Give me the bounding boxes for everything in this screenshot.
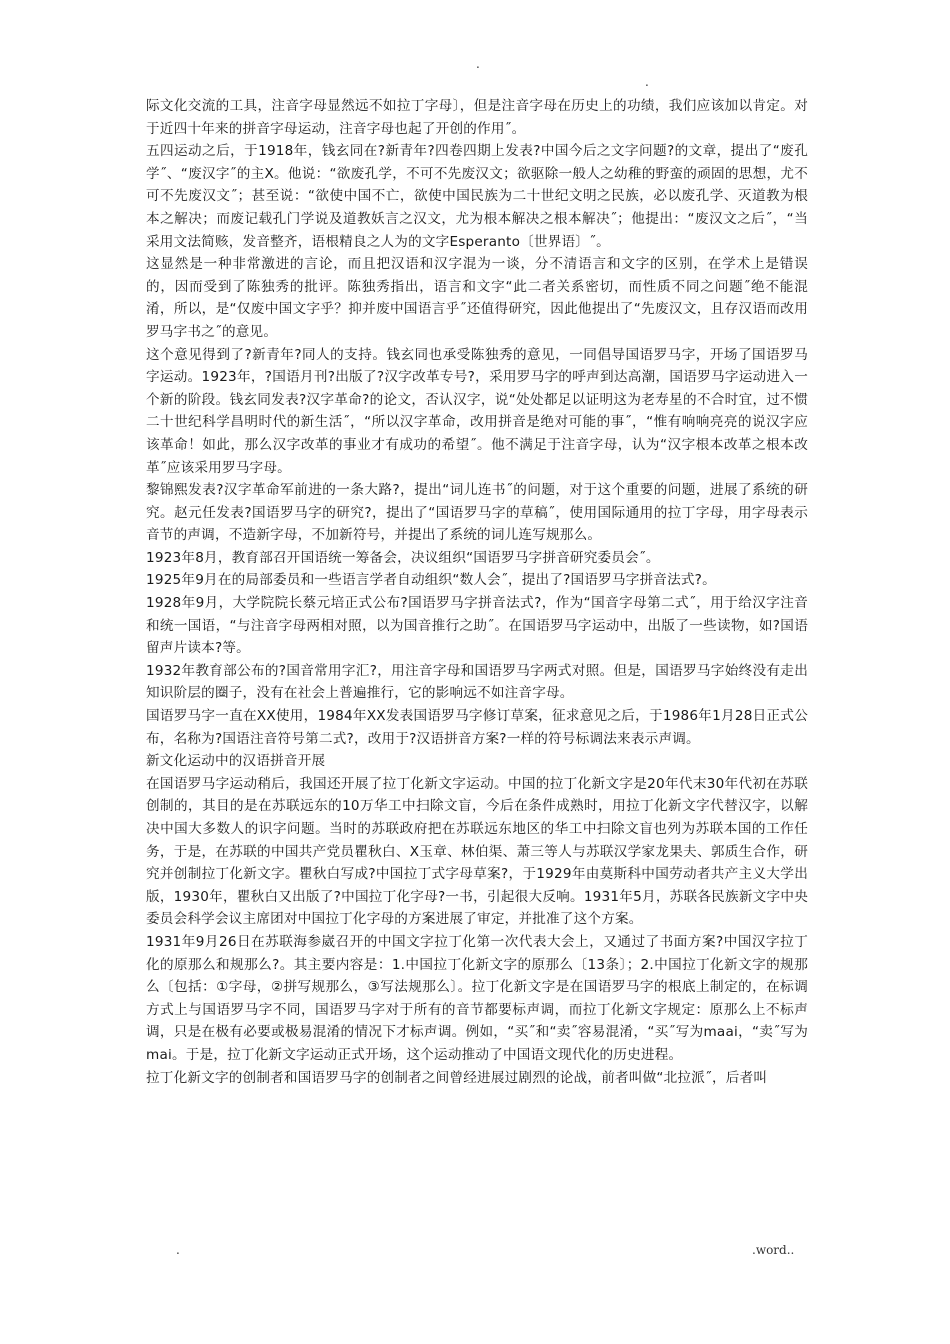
footer-dot: . <box>176 1243 180 1257</box>
paragraph: 1928年9月，大学院院长蔡元培正式公布?国语罗马字拼音法式?，作为“国音字母第二式˝，用于给汉字注音和统一国语，“与注音字母两相对照，以为国音推行之助˝。在国语罗马字运动中，出版了一些读物，如?国语留声片读本?等。 <box>146 595 808 657</box>
header-dot-left: . <box>476 57 480 71</box>
footer-word-mark: .word.. <box>752 1243 795 1257</box>
section-heading: 新文化运动中的汉语拼音开展 <box>146 753 326 770</box>
paragraph: 在国语罗马字运动稍后，我国还开展了拉丁化新文字运动。中国的拉丁化新文字是20年代末30年代初在苏联创制的，其目的是在苏联远东的10万华工中扫除文盲，今后在条件成熟时，用拉丁化新文字代替汉字，以解决中国大多数人的识字问题。当时的苏联政府把在苏联远东地区的华工中扫除文盲也列为苏联本国的工作任务，于是，在苏联的中国共产党员瞿秋白、X玉章、林伯渠、萧三等人与苏联汉学家龙果夫、郭质生合作，研究并创制拉丁化新文字。瞿秋白写成?中国拉丁式字母草案?，于1929年由莫斯科中国劳动者共产主义大学出版，1930年，瞿秋白又出版了?中国拉丁化字母?一书，引起很大反响。1931年5月，苏联各民族新文字中央委员会科学会议主席团对中国拉丁化字母的方案进展了审定，并批准了这个方案。 <box>146 775 808 928</box>
paragraph: 1925年9月在的局部委员和一些语言学者自动组织“数人会˝，提出了?国语罗马字拼音法式?。 <box>146 572 716 589</box>
paragraph: 1932年教育部公布的?国音常用字汇?，用注音字母和国语罗马字两式对照。但是，国语罗马字始终没有走出知识阶层的圈子，没有在社会上普遍推行，它的影响远不如注音字母。 <box>146 662 808 702</box>
header-dot-right: . <box>645 75 649 89</box>
paragraph: 五四运动之后，于1918年，钱玄同在?新青年?四卷四期上发表?中国今后之文字问题?的文章，提出了“废孔学˝、“废汉字˝的主X。他说：“欲废孔学，不可不先废汉文；欲驱除一般人之幼稚的野蛮的顽固的思想，尤不可不先废汉文˝；甚至说：“欲使中国不亡，欲使中国民族为二十世纪文明之民族，必以废孔学、灭道教为根本之解决；而废记载孔门学说及道教妖言之汉文，尤为根本解决之根本解决˝；他提出：“废汉文之后˝，“当采用文法简赅，发音整齐，语根精良之人为的文字Esperanto〔世界语〕˝。 <box>146 143 808 250</box>
paragraph: 这显然是一种非常激进的言论，而且把汉语和汉字混为一谈，分不清语言和文字的区别，在学术上是错误的，因而受到了陈独秀的批评。陈独秀指出，语言和文字“此二者关系密切，而性质不同之问题˝绝不能混淆，所以，是“仅废中国文字乎？抑并废中国语言乎˝还值得研究，因此他提出了“先废汉文，且存汉语而改用罗马字书之˝的意见。 <box>146 256 808 340</box>
paragraph: 拉丁化新文字的创制者和国语罗马字的创制者之间曾经进展过剧烈的论战，前者叫做“北拉派˝，后者叫 <box>146 1069 768 1086</box>
paragraph: 国语罗马字一直在XX使用，1984年XX发表国语罗马字修订草案，征求意见之后，于1986年1月28日正式公布，名称为?国语注音符号第二式?，改用于?汉语拼音方案?一样的符号标调法来表示声调。 <box>146 708 808 747</box>
paragraph: 1923年8月，教育部召开国语统一筹备会，决议组织“国语罗马字拼音研究委员会˝。 <box>146 549 660 566</box>
paragraph: 黎锦熙发表?汉字革命军前进的一条大路?，提出“词儿连书˝的问题，对于这个重要的问题，进展了系统的研究。赵元任发表?国语罗马字的研究?，提出了“国语罗马字的草稿˝，使用国际通用的拉丁字母，用字母表示音节的声调，不造新字母，不加新符号，并提出了系统的词儿连写规那么。 <box>146 482 808 544</box>
paragraph: 1931年9月26日在苏联海参崴召开的中国文字拉丁化第一次代表大会上，又通过了书面方案?中国汉字拉丁化的原那么和规那么?。其主要内容是：1.中国拉丁化新文字的原那么〔13条〕；2.中国拉丁化新文字的规那么〔包括：①字母，②拼写规那么，③写法规那么〕。拉丁化新文字是在国语罗马字的根底上制定的，在标调方式上与国语罗马字不同，国语罗马字对于所有的音节都要标声调，而拉丁化新文字规定：原那么上不标声调，只是在极有必要或极易混淆的情况下才标声调。例如，“买˝和“卖˝容易混淆，“买˝写为maai，“卖˝写为mai。于是，拉丁化新文字运动正式开场，这个运动推动了中国语文现代化的历史进程。 <box>146 933 808 1063</box>
paragraph: 际文化交流的工具，注音字母显然远不如拉丁字母〕，但是注音字母在历史上的功绩，我们应该加以肯定。对于近四十年来的拼音字母运动，注音字母也起了开创的作用˝。 <box>146 98 808 137</box>
page-body <box>146 95 808 1089</box>
paragraph: 这个意见得到了?新青年?同人的支持。钱玄同也承受陈独秀的意见，一同倡导国语罗马字，开场了国语罗马字运动。1923年，?国语月刊?出版了?汉字改革专号?，采用罗马字的呼声到达高潮，国语罗马字运动进入一个新的阶段。钱玄同发表?汉字革命?的论文，否认汉字，说“处处都足以证明这为老寿星的不合时宜，过不惯二十世纪科学昌明时代的新生活˝，“所以汉字革命，改用拼音是绝对可能的事˝，“惟有响响亮亮的说汉字应该革命！如此，那么汉字改革的事业才有成功的希望˝。他不满足于注音字母，认为“汉字根本改革之根本改革˝应该采用罗马字母。 <box>146 346 808 476</box>
